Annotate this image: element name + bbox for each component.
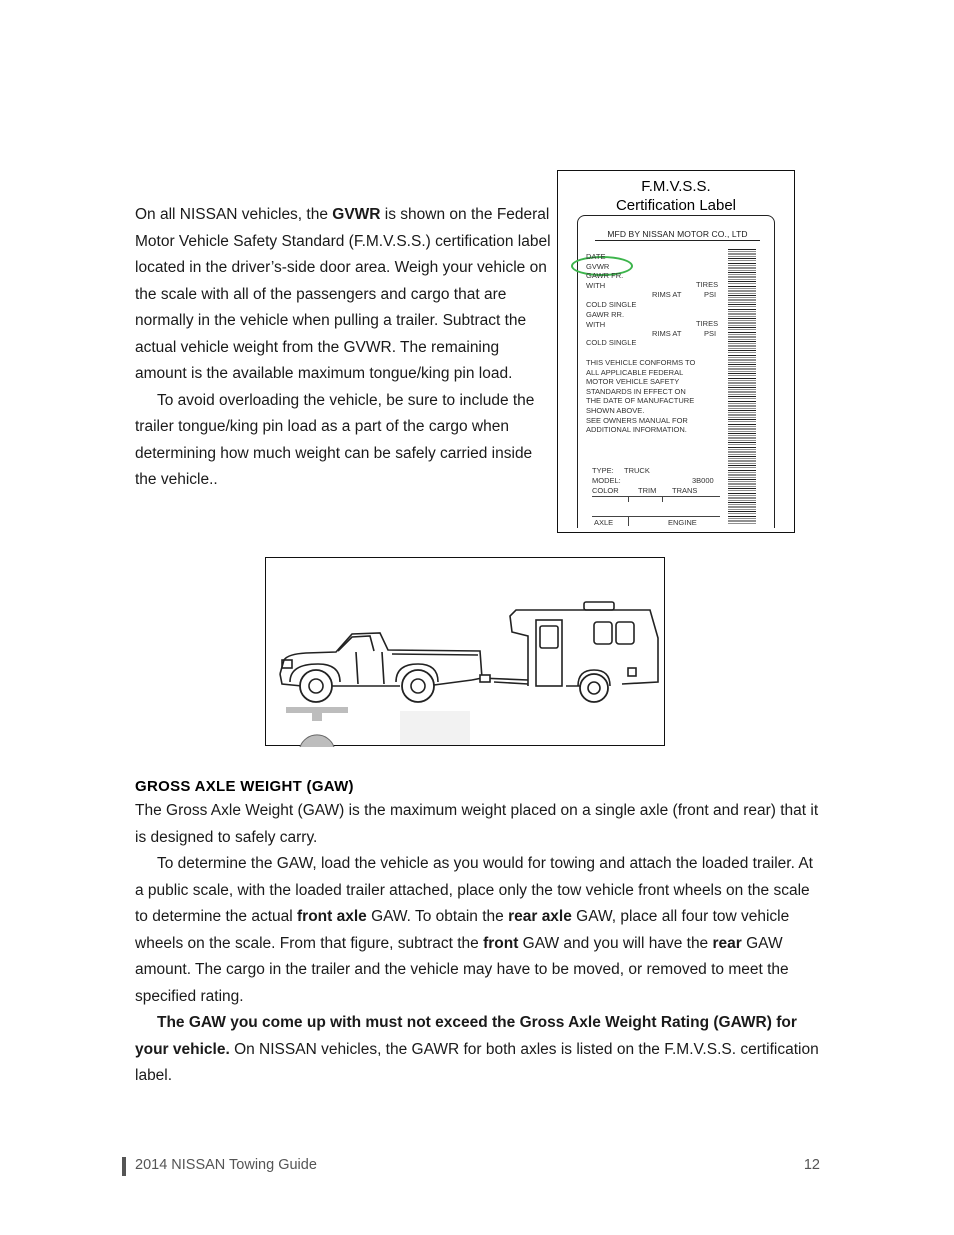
hitch — [480, 675, 528, 684]
gaw-paragraph-3: The GAW you come up with must not exceed the Gross Axle Weight Rating (GAWR) for your vehicle. On NISSAN vehicles, the GAWR for both axles is listed on the F.M.V.S.S. certification label. — [135, 1014, 819, 1084]
label-color: COLOR — [592, 486, 619, 495]
gaw-paragraph-1: The Gross Axle Weight (GAW) is the maximum weight placed on a single axle (front and rear) that it is designed to safely carry. — [135, 802, 819, 846]
page-number: 12 — [803, 1157, 820, 1173]
travel-trailer-icon — [510, 602, 658, 686]
scale-base — [300, 735, 334, 747]
label-gvwr: GVWR — [586, 261, 610, 271]
truck-trailer-illustration — [266, 558, 666, 747]
footer-bar — [122, 1157, 126, 1176]
gaw-section — [135, 776, 825, 1090]
certification-label-figure — [557, 170, 795, 533]
label-axle: AXLE — [594, 518, 614, 527]
label-psi-1: PSI — [704, 290, 717, 299]
rear-axle-term: rear axle — [508, 908, 572, 925]
label-engine: ENGINE — [668, 518, 697, 527]
label-trans: TRANS — [672, 486, 698, 495]
label-cold-single-1: COLD SINGLE — [586, 300, 637, 309]
gawr-warning: The GAW you come up with must not exceed the Gross Axle Weight Rating (GAWR) for your vehicle. — [135, 1014, 797, 1058]
label-type: TYPE: — [592, 466, 614, 475]
front-axle-term: front axle — [297, 908, 367, 925]
barcode — [728, 249, 756, 525]
truck-trailer-figure — [265, 557, 665, 746]
intro-paragraph-2: To avoid overloading the vehicle, be sure to include the trailer tongue/king pin load as a part of the cargo when determining how much weight can be safely carried inside the vehicle.. — [135, 391, 535, 488]
gaw-paragraph-2: To determine the GAW, load the vehicle as you would for towing and attach the loaded trailer. At a public scale, with the loaded trailer attached, place only the tow vehicle front wheels on the scale to determine the actual front axle GAW. To obtain the rear axle GAW, place all four tow vehicle wheels on the scale. From that figure, subtract the front GAW and you will have the rear GAW amount. The cargo in the trailer and the vehicle may have to be moved, or removed to meet the specified rating. — [135, 855, 813, 1005]
manufacturer-line: MFD BY NISSAN MOTOR CO., LTD — [595, 229, 760, 241]
scale-platform — [286, 707, 348, 713]
label-model: MODEL: — [592, 476, 621, 485]
label-model-value: 3B000 — [692, 476, 714, 485]
scale-shadow — [400, 711, 470, 745]
label-cold-single-2: COLD SINGLE — [586, 338, 637, 347]
label-date: DATE — [586, 252, 606, 261]
trailer-wheel — [580, 674, 608, 702]
page-footer — [122, 1155, 820, 1177]
front-term: front — [483, 934, 519, 952]
footer-title: 2014 NISSAN Towing Guide — [135, 1157, 317, 1173]
rear-term: rear — [712, 934, 742, 952]
label-rims-1: RIMS AT — [652, 290, 682, 299]
label-gawr-fr: GAWR FR. — [586, 271, 624, 280]
scale-post — [312, 713, 322, 721]
label-tires-2: TIRES — [696, 319, 719, 328]
label-trim: TRIM — [638, 486, 657, 495]
intro-text — [135, 202, 555, 494]
label-psi-2: PSI — [704, 329, 717, 338]
label-with-2: WITH — [586, 320, 606, 329]
label-with-1: WITH — [586, 281, 606, 290]
label-type-value: TRUCK — [624, 466, 650, 475]
intro-paragraph-1: On all NISSAN vehicles, the GVWR is shown on the Federal Motor Vehicle Safety Standard (F.M.V.S.S.) certification label located in the driver’s-side door area. Weigh your vehicle on the scale with all of the passengers and cargo that are normally in the vehicle when pulling a trailer. Subtract the actual vehicle weight from the GVWR. The remaining amount is the available maximum tongue/king pin load. — [135, 206, 551, 382]
conformance-statement: THIS VEHICLE CONFORMS TO ALL APPLICABLE FEDERAL MOTOR VEHICLE SAFETY STANDARDS IN EFFECT ON THE DATE OF MANUFACTURE SHOWN ABOVE. SEE OWNERS MANUAL FOR ADDITIONAL INFORMATION. — [586, 358, 696, 435]
label-tires-1: TIRES — [696, 280, 719, 289]
section-heading: GROSS AXLE WEIGHT (GAW) — [135, 778, 354, 795]
label-rims-2: RIMS AT — [652, 329, 682, 338]
label-gawr-rr: GAWR RR. — [586, 310, 625, 319]
gvwr-term: GVWR — [332, 206, 381, 223]
label-sticker — [577, 215, 775, 528]
label-title: F.M.V.S.S. Certification Label — [615, 178, 737, 214]
